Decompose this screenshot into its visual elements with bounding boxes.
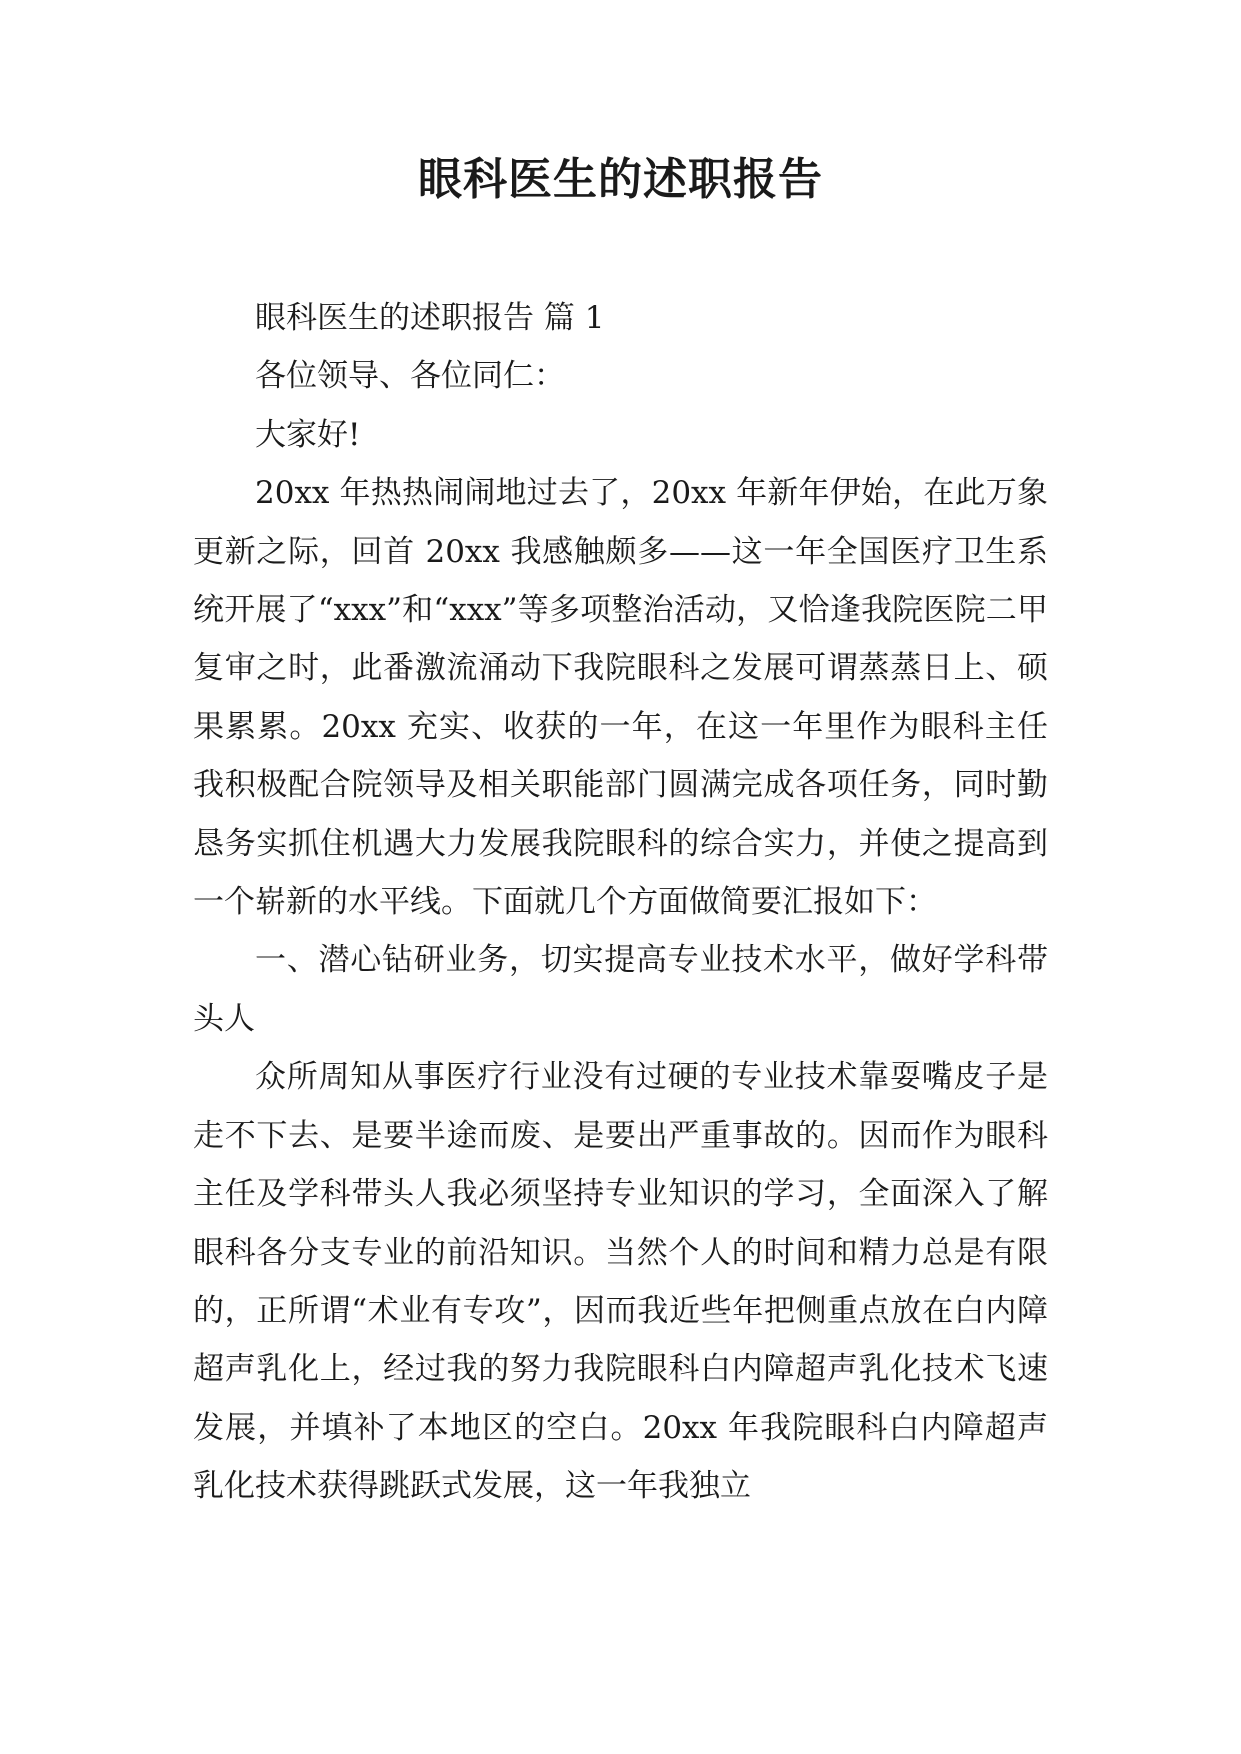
subsection-heading: 一、潜心钻研业务，切实提高专业技术水平，做好学科带头人 xyxy=(193,942,1048,1037)
paragraph: 众所周知从事医疗行业没有过硬的专业技术靠耍嘴皮子是走不下去、是要半途而废、是要出严重事故的。因而作为眼科主任及学科带头人我必须坚持专业知识的学习，全面深入了解眼科各分支专业的前沿知识。当然个人的时间和精力总是有限的，正所谓“术业有专攻”，因而我近些年把侧重点放在白内障超声乳化上，经过我的努力我院眼科白内障超声乳化技术飞速发展，并填补了本地区的空白。20xx 年我院眼科白内障超声乳化技术获得跳跃式发展，这一年我独立 xyxy=(193,1059,1048,1505)
greeting: 大家好! xyxy=(255,416,361,453)
salutation: 各位领导、各位同仁： xyxy=(255,358,565,395)
section-heading: 眼科医生的述职报告 篇 1 xyxy=(255,300,605,336)
document-title: 眼科医生的述职报告 xyxy=(418,154,823,205)
paragraph: 20xx 年热热闹闹地过去了，20xx 年新年伊始，在此万象更新之际，回首 20xx 我感触颇多——这一年全国医疗卫生系统开展了“xxx”和“xxx”等多项整治活动，又恰逢我院医院二甲复审之时，此番激流涌动下我院眼科之发展可谓蒸蒸日上、硕果累累。20xx 充实、收获的一年，在这一年里作为眼科主任我积极配合院领导及相关职能部门圆满完成各项任务，同时勤恳务实抓住机遇大力发展我院眼科的综合实力，并使之提高到一个崭新的水平线。下面就几个方面做简要汇报如下： xyxy=(193,475,1048,921)
document-body xyxy=(193,289,1048,1516)
